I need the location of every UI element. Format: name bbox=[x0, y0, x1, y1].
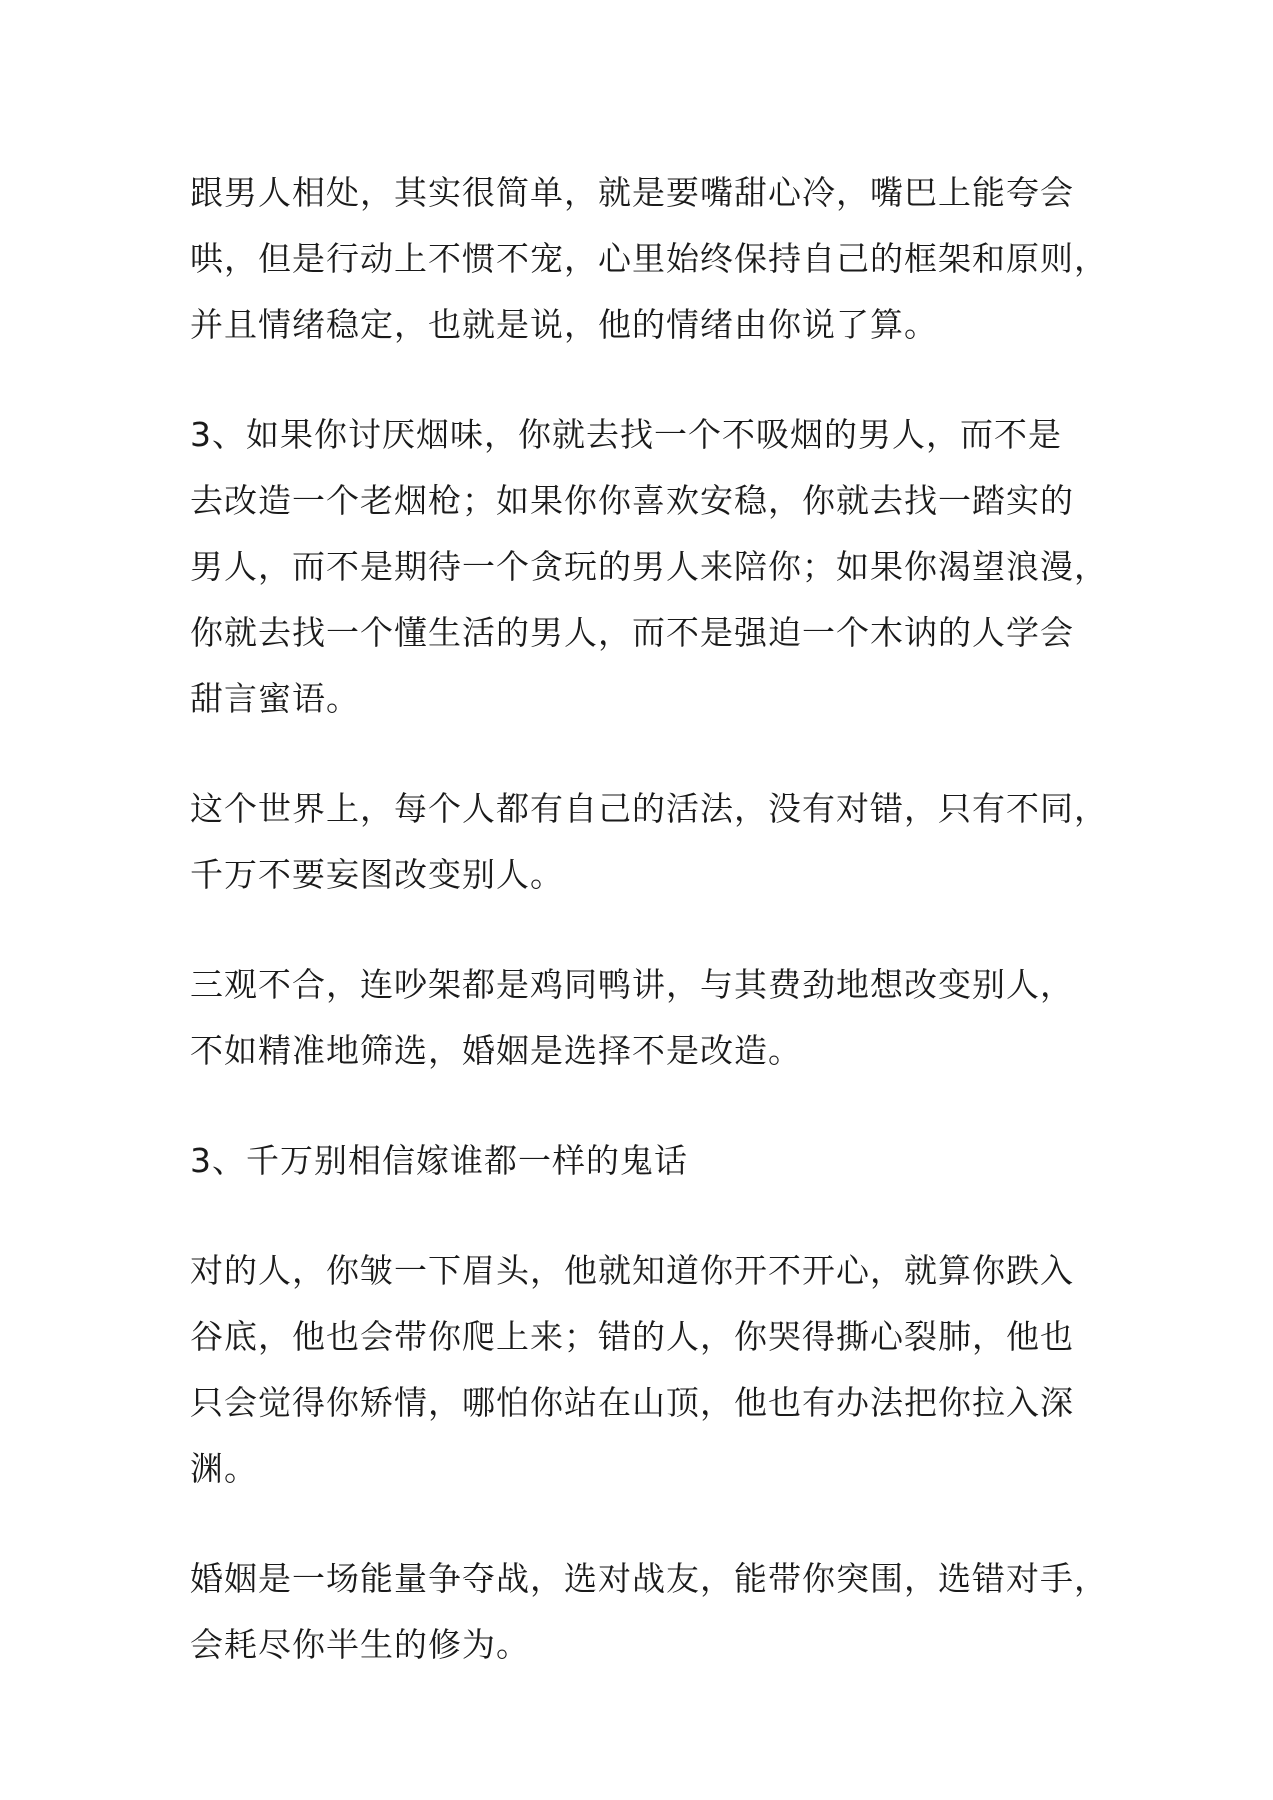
text-line: 跟男人相处，其实很简单，就是要嘴甜心冷，嘴巴上能夸会 bbox=[190, 173, 1074, 212]
section-heading bbox=[190, 1128, 1110, 1194]
paragraph-3 bbox=[190, 776, 1110, 908]
heading-line: 3、千万别相信嫁谁都一样的鬼话 bbox=[190, 1141, 688, 1180]
paragraph-1 bbox=[190, 160, 1110, 358]
text-line: 只会觉得你矫情，哪怕你站在山顶，他也有办法把你拉入深 bbox=[190, 1383, 1074, 1422]
text-line: 这个世界上，每个人都有自己的活法，没有对错，只有不同， bbox=[190, 789, 1108, 828]
text-line: 去改造一个老烟枪；如果你你喜欢安稳，你就去找一踏实的 bbox=[190, 481, 1074, 520]
paragraph-2 bbox=[190, 402, 1110, 732]
text-line: 你就去找一个懂生活的男人，而不是强迫一个木讷的人学会 bbox=[190, 613, 1074, 652]
text-line: 男人，而不是期待一个贪玩的男人来陪你；如果你渴望浪漫， bbox=[190, 547, 1108, 586]
text-line: 对的人，你皱一下眉头，他就知道你开不开心，就算你跌入 bbox=[190, 1251, 1074, 1290]
text-line: 三观不合，连吵架都是鸡同鸭讲，与其费劲地想改变别人， bbox=[190, 965, 1074, 1004]
paragraph-5 bbox=[190, 1238, 1110, 1502]
text-line: 千万不要妄图改变别人。 bbox=[190, 855, 564, 894]
paragraph-6 bbox=[190, 1546, 1110, 1678]
text-line: 不如精准地筛选，婚姻是选择不是改造。 bbox=[190, 1031, 802, 1070]
text-line: 会耗尽你半生的修为。 bbox=[190, 1625, 530, 1664]
text-line: 婚姻是一场能量争夺战，选对战友，能带你突围，选错对手， bbox=[190, 1559, 1108, 1598]
text-line: 哄，但是行动上不惯不宠，心里始终保持自己的框架和原则， bbox=[190, 239, 1108, 278]
document-body bbox=[190, 160, 1110, 1722]
text-line: 甜言蜜语。 bbox=[190, 679, 360, 718]
text-line: 谷底，他也会带你爬上来；错的人，你哭得撕心裂肺，他也 bbox=[190, 1317, 1074, 1356]
paragraph-4 bbox=[190, 952, 1110, 1084]
text-line: 并且情绪稳定，也就是说，他的情绪由你说了算。 bbox=[190, 305, 938, 344]
text-line: 3、如果你讨厌烟味，你就去找一个不吸烟的男人，而不是 bbox=[190, 415, 1062, 454]
text-line: 渊。 bbox=[190, 1449, 258, 1488]
